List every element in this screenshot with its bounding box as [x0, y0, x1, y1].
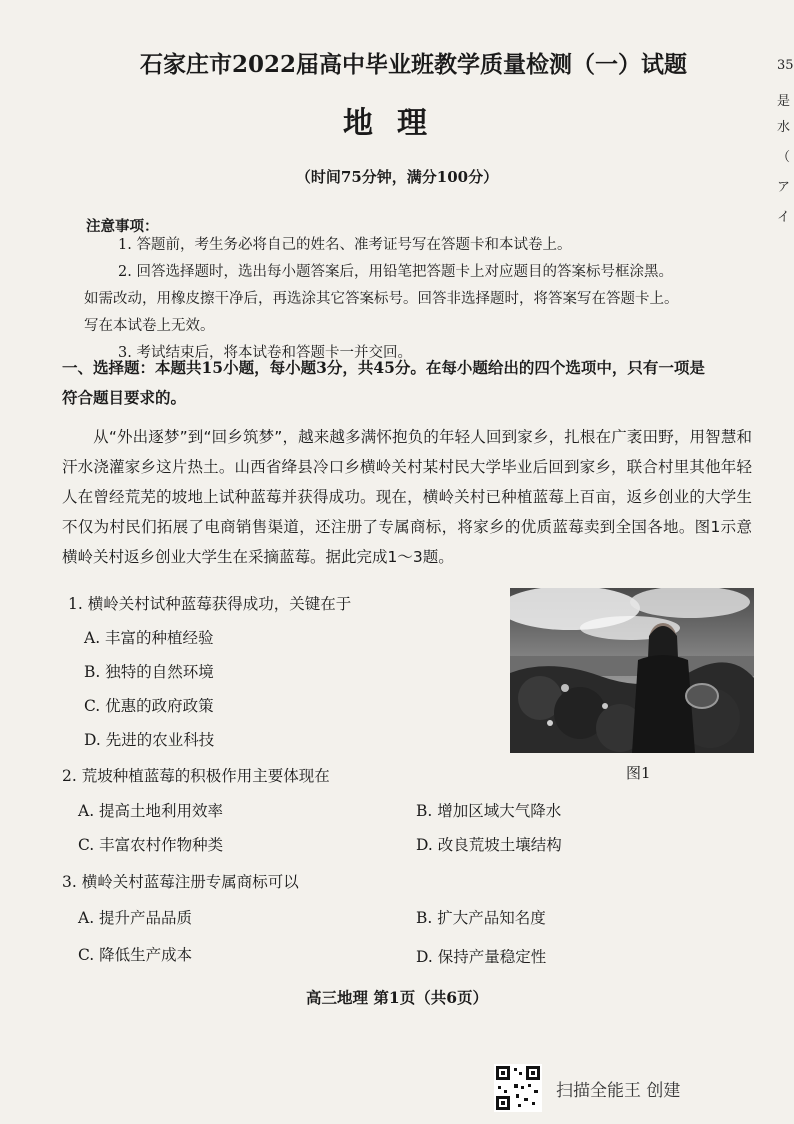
question-1-option-c: C. 优惠的政府政策: [84, 697, 214, 715]
section-heading-line2: 符合题目要求的。: [62, 388, 187, 407]
question-2-option-a: A. 提高土地利用效率: [78, 802, 224, 820]
edge-glyph-3: 水: [777, 120, 791, 135]
question-3-option-a: A. 提升产品品质: [78, 909, 193, 927]
question-2-option-b: B. 增加区域大气降水: [416, 802, 562, 820]
edge-glyph-1: 35: [777, 58, 794, 73]
question-3-option-b: B. 扩大产品知名度: [416, 909, 546, 927]
subject-title: 地理: [343, 106, 451, 141]
question-3-stem: 3. 横岭关村蓝莓注册专属商标可以: [62, 873, 299, 891]
edge-glyph-2: 是: [777, 94, 791, 109]
question-2-option-d: D. 改良荒坡土壤结构: [416, 836, 562, 854]
note-item-1: 1. 答题前，考生务必将自己的姓名、准考证号写在答题卡和本试卷上。: [118, 237, 572, 253]
reading-passage: [62, 422, 752, 572]
question-1-option-a: A. 丰富的种植经验: [84, 629, 214, 647]
question-1-stem: 1. 横岭关村试种蓝莓获得成功，关键在于: [68, 595, 352, 613]
note-item-2-end: 写在本试卷上无效。: [84, 318, 215, 334]
notes-heading: 注意事项：: [86, 218, 159, 235]
edge-glyph-4: （: [777, 150, 791, 165]
section-heading-line1: 一、选择题：本题共15小题，每小题3分，共45分。在每小题给出的四个选项中，只有一项是: [62, 358, 705, 377]
time-info: （时间75分钟，满分100分）: [295, 168, 499, 186]
page-footer: 高三地理 第1页（共6页）: [306, 988, 488, 1007]
edge-glyph-5: ア: [777, 180, 791, 195]
scanner-watermark: 扫描全能王 创建: [556, 1081, 681, 1101]
figure-1-caption: 图1: [626, 764, 651, 782]
question-2-stem: 2. 荒坡种植蓝莓的积极作用主要体现在: [62, 767, 330, 785]
question-1-option-d: D. 先进的农业科技: [84, 731, 215, 749]
qr-code-icon: [494, 1064, 542, 1112]
question-3-option-c: C. 降低生产成本: [78, 946, 193, 964]
question-2-option-c: C. 丰富农村作物种类: [78, 836, 224, 854]
exam-title: 石家庄市2022届高中毕业班教学质量检测（一）试题: [140, 51, 688, 78]
edge-glyph-6: イ: [777, 210, 791, 225]
qr-code: [494, 1064, 542, 1112]
passage-text: 从“外出逐梦”到“回乡筑梦”，越来越多满怀抱负的年轻人回到家乡，扎根在广袤田野，用智慧和汗水浇灌家乡这片热土。山西省绛县冷口乡横岭关村某村民大学毕业后回到家乡，联合村里其他年轻人在曾经荒芜的坡地上试种蓝莓并获得成功。现在，横岭关村已种植蓝莓上百亩，返乡创业的大学生不仅为村民们拓展了电商销售渠道，还注册了专属商标，将家乡的优质蓝莓卖到全国各地。图1示意横岭关村返乡创业大学生在采摘蓝莓。据此完成1～3题。: [62, 428, 752, 566]
note-item-3: 3. 考试结束后，将本试卷和答题卡一并交回。: [118, 345, 412, 361]
question-3-option-d: D. 保持产量稳定性: [416, 948, 547, 966]
photo-illustration: [510, 588, 754, 753]
question-1-option-b: B. 独特的自然环境: [84, 663, 214, 681]
blueberry-picking-photo: [510, 588, 754, 753]
note-item-2-cont: 如需改动，用橡皮擦干净后，再选涂其它答案标号。回答非选择题时，将答案写在答题卡上。: [84, 291, 679, 307]
note-item-2: 2. 回答选择题时，选出每小题答案后，用铅笔把答题卡上对应题目的答案标号框涂黑。: [118, 264, 673, 280]
